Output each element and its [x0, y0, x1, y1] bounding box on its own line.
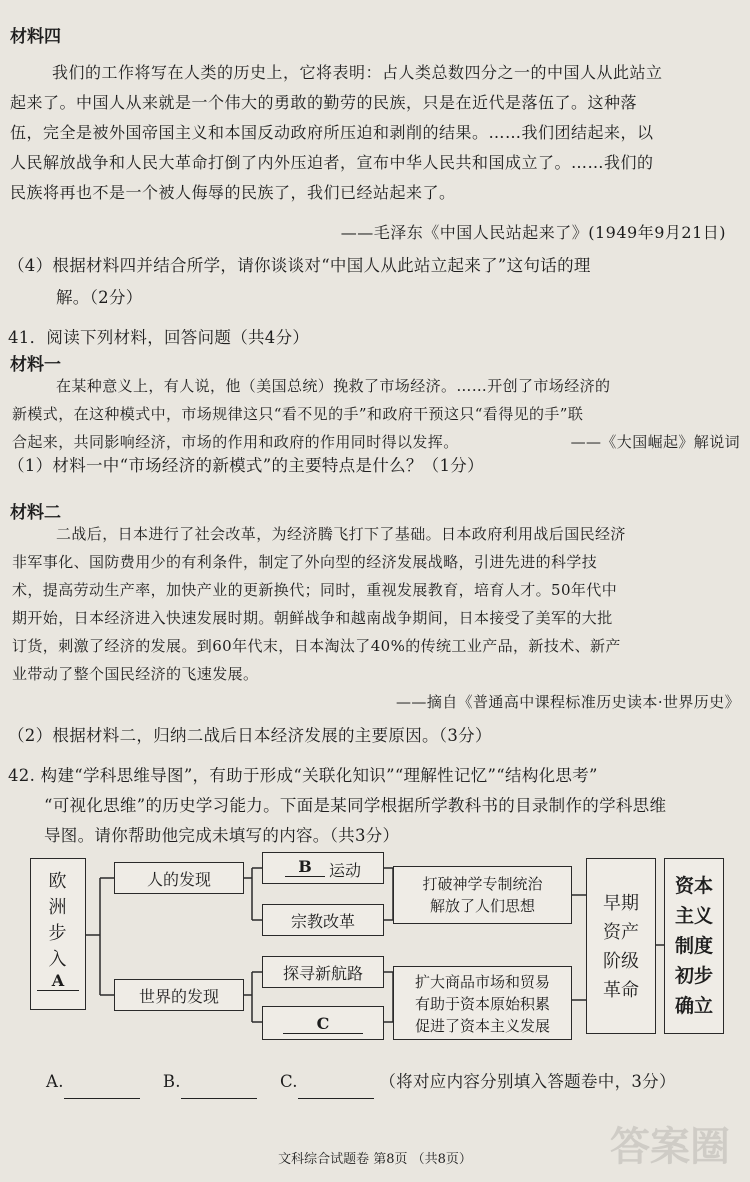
europe-enters-box [30, 858, 86, 1010]
material4-source: ——毛泽东《中国人民站起来了》(1949年9月21日) [340, 223, 726, 242]
effect-trade-line-1: 扩大商品市场和贸易 [414, 973, 550, 991]
question-4-line-2: 解。（2分） [56, 288, 143, 307]
effect-thought-line-2: 解放了人们思想 [429, 897, 535, 915]
material1-line-3: 合起来，共同影响经济，市场的作用和政府的作用同时得以发挥。 [12, 433, 459, 451]
material1-heading: 材料一 [10, 355, 61, 375]
question-41-2: （2）根据材料二，归纳二战后日本经济发展的主要原因。（3分） [8, 726, 492, 745]
question-4-line-1: （4）根据材料四并结合所学，请你谈谈对“中国人从此站立起来了”这句话的理 [8, 256, 591, 275]
answer-c-blank[interactable] [298, 1066, 374, 1099]
europe-char-1: 欧 [48, 871, 67, 892]
material1-line-2: 新模式，在这种模式中，市场规律这只“看不见的手”和政府干预这只“看得见的手”联 [12, 405, 584, 423]
revolution-char-3: 阶级 [603, 951, 639, 972]
material2-line-2: 非军事化、国防费用少的有利条件，制定了外向型的经济发展战略，引进先进的科学技 [12, 553, 598, 571]
answer-line [46, 1066, 676, 1099]
effect-thought-box [393, 866, 572, 924]
capitalism-established-box [664, 858, 724, 1034]
effect-trade-box [393, 966, 572, 1040]
material2-heading: 材料二 [10, 503, 61, 523]
blank-b[interactable]: B [285, 857, 325, 877]
material2-line-6: 业带动了整个国民经济的飞速发展。 [12, 665, 259, 683]
material4-line-4: 人民解放战争和人民大革命打倒了内外压迫者，宣布中华人民共和国成立了。……我们的 [10, 153, 654, 172]
answer-b-blank[interactable] [181, 1066, 257, 1099]
watermark-logo: 答案圈 [610, 1123, 730, 1170]
capitalism-char-1: 资本 [674, 875, 713, 897]
revolution-char-4: 革命 [603, 980, 639, 1001]
europe-char-2: 洲 [48, 897, 67, 918]
capitalism-char-2: 主义 [674, 905, 713, 927]
material1-source: ——《大国崛起》解说词 [570, 433, 740, 451]
question-42-line-2: “可视化思维”的历史学习能力。下面是某同学根据所学教科书的目录制作的学科思维 [44, 796, 667, 815]
material2-line-5: 订货，刺激了经济的发展。到60年代末，日本淘汰了40%的传统工业产品，新技术、新产 [12, 637, 621, 655]
effect-trade-line-2: 有助于资本原始积累 [414, 995, 550, 1013]
material2-line-1: 二战后，日本进行了社会改革，为经济腾飞打下了基础。日本政府利用战后国民经济 [56, 525, 626, 543]
blank-a[interactable]: A [37, 971, 79, 991]
material4-line-5: 民族将再也不是一个被人侮辱的民族了，我们已经站起来了。 [10, 183, 456, 202]
revolution-char-1: 早期 [603, 893, 639, 914]
material1-line-1: 在某种意义上，有人说，他（美国总统）挽救了市场经济。……开创了市场经济的 [56, 377, 611, 395]
answer-c-label: C. [279, 1072, 298, 1091]
blank-c[interactable]: C [283, 1014, 363, 1034]
answer-b-label: B. [162, 1072, 181, 1091]
religious-reform-box: 宗教改革 [262, 904, 384, 936]
material4-line-2: 起来了。中国人从来就是一个伟大的勇敢的勤劳的民族，只是在近代是落伍了。这种落 [10, 93, 638, 112]
revolution-char-2: 资产 [603, 922, 639, 943]
effect-thought-line-1: 打破神学专制统治 [422, 875, 543, 893]
answer-a-blank[interactable] [64, 1066, 140, 1099]
material4-line-3: 伍，完全是被外国帝国主义和本国反动政府所压迫和剥削的结果。……我们团结起来，以 [10, 123, 654, 142]
europe-char-3: 步 [48, 923, 67, 944]
movement-b-box [262, 852, 384, 884]
answer-a-label: A. [46, 1072, 64, 1091]
new-routes-box: 探寻新航路 [262, 956, 384, 988]
question-41-title: 41．阅读下列材料，回答问题（共4分） [8, 328, 310, 347]
answer-note: （将对应内容分别填入答题卷中，3分） [379, 1072, 676, 1091]
bourgeois-revolution-box [586, 858, 656, 1034]
page-footer: 文科综合试题卷 第8页 （共8页） [278, 1152, 472, 1167]
capitalism-char-5: 确立 [674, 995, 713, 1017]
world-discovery-box: 世界的发现 [114, 979, 244, 1011]
blank-c-box [262, 1006, 384, 1040]
capitalism-char-4: 初步 [674, 965, 713, 987]
material2-line-3: 术，提高劳动生产率，加快产业的更新换代；同时，重视发展教育，培育人才。50年代中 [12, 581, 618, 599]
movement-suffix: 运动 [329, 861, 362, 880]
material4-heading: 材料四 [10, 27, 61, 47]
material2-line-4: 期开始，日本经济进入快速发展时期。朝鲜战争和越南战争期间，日本接受了美军的大批 [12, 609, 613, 627]
question-41-1: （1）材料一中“市场经济的新模式”的主要特点是什么？（1分） [8, 456, 484, 475]
effect-trade-line-3: 促进了资本主义发展 [414, 1017, 550, 1035]
human-discovery-box: 人的发现 [114, 862, 244, 894]
question-42-line-1: 42. 构建“学科思维导图”，有助于形成“关联化知识”“理解性记忆”“结构化思考” [8, 766, 598, 785]
europe-char-4: 入 [48, 949, 67, 970]
question-42-line-3: 导图。请你帮助他完成未填写的内容。（共3分） [44, 826, 400, 845]
material4-line-1: 我们的工作将写在人类的历史上，它将表明：占人类总数四分之一的中国人从此站立 [52, 63, 663, 82]
material2-source: ——摘自《普通高中课程标准历史读本·世界历史》 [396, 693, 740, 711]
capitalism-char-3: 制度 [674, 935, 713, 957]
